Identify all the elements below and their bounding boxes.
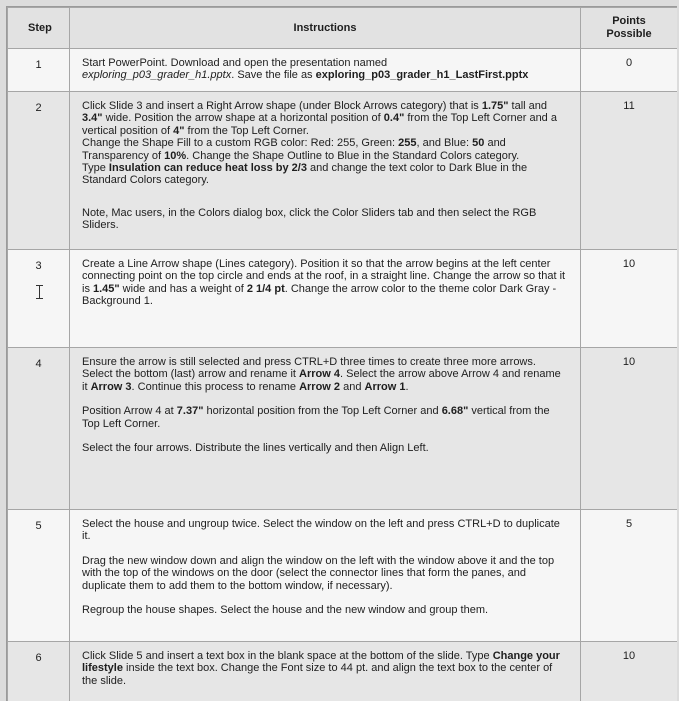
text-segment: Arrow 3 [91, 381, 132, 393]
points-value: 5 [581, 510, 678, 642]
text-segment: Regroup the house shapes. Select the house and the new window and group them. [82, 604, 488, 616]
text-segment: horizontal position from the Top Left Corner and [203, 405, 441, 417]
points-value: 10 [581, 642, 678, 701]
step-number: 1 [8, 49, 70, 92]
step-number: 5 [8, 510, 70, 642]
text-segment: Start PowerPoint. Download and open the presentation named [82, 57, 387, 69]
text-segment: 0.4" [384, 112, 405, 124]
step-number-text: 3 [35, 260, 41, 272]
step-number: 2 [8, 92, 70, 250]
text-segment: Click Slide 3 and insert a Right Arrow shape (under Block Arrows category) that is [82, 100, 482, 112]
text-segment: exploring_p03_grader_h1.pptx [82, 69, 231, 81]
text-segment: 2 1/4 pt [247, 283, 285, 295]
table-row [8, 510, 678, 642]
text-segment: Type [82, 162, 109, 174]
mac-note: Note, Mac users, in the Colors dialog box, click the Color Sliders tab and then select the RGB Sliders. [82, 207, 536, 231]
header-instructions: Instructions [70, 8, 581, 49]
text-segment: 1.45" [93, 283, 120, 295]
text-segment: wide. Position the arrow shape at a horizontal position of [103, 112, 384, 124]
text-segment: and [340, 381, 364, 393]
text-segment: . Change the Shape Outline to Blue in the Standard Colors category. [186, 150, 519, 162]
header-points-line2: Possible [606, 28, 651, 40]
step-number: 6 [8, 642, 70, 701]
text-segment: Change the Shape Fill to a custom RGB color: Red: 255, Green: [82, 137, 398, 149]
header-points-possible [581, 8, 678, 49]
text-segment: from the Top Left Corner. [184, 125, 309, 137]
text-segment: from the Top Left Corner and a vertical position of [82, 112, 557, 136]
text-segment: Position Arrow 4 at [82, 405, 177, 417]
points-value: 10 [581, 348, 678, 510]
text-segment: Arrow 2 [299, 381, 340, 393]
instruction-text [70, 510, 581, 642]
instructions-table [7, 7, 677, 701]
text-segment: 1.75" [482, 100, 509, 112]
text-segment: . [405, 381, 408, 393]
text-segment: Drag the new window down and align the window on the left with the window above it and the top with the top of the windows on the door (select the connector lines that form the panes, and duplicate them to add them to the bottom window, if necessary). [82, 555, 554, 592]
step-number [8, 250, 70, 348]
text-segment: 50 [472, 137, 484, 149]
text-segment: . Save the file as [231, 69, 315, 81]
text-segment: Click Slide 5 and insert a text box in the blank space at the bottom of the slide. Type [82, 650, 493, 662]
text-segment: . Change the arrow color to the theme color Dark Gray - Background 1. [82, 283, 556, 307]
text-segment: tall and [508, 100, 547, 112]
text-segment: exploring_p03_grader_h1_LastFirst.pptx [316, 69, 529, 81]
text-segment: inside the text box. Change the Font size to 44 pt. and align the text box to the center of the slide. [82, 662, 552, 686]
text-segment: Select the four arrows. Distribute the lines vertically and then Align Left. [82, 442, 429, 454]
table-row [8, 49, 678, 92]
text-segment: and Transparency of [82, 137, 506, 161]
points-value: 10 [581, 250, 678, 348]
text-segment: Arrow 4 [299, 368, 340, 380]
table-row [8, 642, 678, 701]
text-segment: and change the text color to Dark Blue in the Standard Colors category. [82, 162, 527, 186]
text-segment: 3.4" [82, 112, 103, 124]
header-points-line1: Points [612, 15, 646, 27]
points-value: 0 [581, 49, 678, 92]
text-cursor-icon [34, 284, 46, 300]
text-segment: 10% [164, 150, 186, 162]
text-segment: 6.68" [442, 405, 469, 417]
instruction-text [70, 642, 581, 701]
table-row [8, 348, 678, 510]
header-step: Step [8, 8, 70, 49]
text-segment: Create a Line Arrow shape (Lines category). Position it so that the arrow begins at the left center connecting point on the top circle and ends at the roof, in a straight line. Change the arrow so that it is [82, 258, 565, 295]
instruction-text [70, 348, 581, 510]
text-segment: Ensure the arrow is still selected and press CTRL+D three times to create three more arrows. Select the bottom (last) arrow and rename it [82, 356, 536, 380]
points-value: 11 [581, 92, 678, 250]
text-segment: . Continue this process to rename [132, 381, 300, 393]
table-row [8, 92, 678, 250]
text-segment: Select the house and ungroup twice. Select the window on the left and press CTRL+D to duplicate it. [82, 518, 560, 542]
text-segment: . Select the arrow above Arrow 4 and rename it [82, 368, 561, 392]
text-segment: Insulation can reduce heat loss by 2/3 [109, 162, 307, 174]
table-row [8, 250, 678, 348]
step-number: 4 [8, 348, 70, 510]
instruction-text [70, 49, 581, 92]
text-segment: 255 [398, 137, 416, 149]
text-segment: Change your lifestyle [82, 650, 560, 674]
text-segment: wide and has a weight of [120, 283, 247, 295]
table-header-row [8, 8, 678, 49]
instruction-text [70, 92, 581, 250]
text-segment: Arrow 1 [365, 381, 406, 393]
instructions-sheet [6, 6, 677, 701]
text-segment: vertical from the Top Left Corner. [82, 405, 550, 429]
instruction-text [70, 250, 581, 348]
text-segment: , and Blue: [416, 137, 472, 149]
text-segment: 4" [173, 125, 184, 137]
text-segment: 7.37" [177, 405, 204, 417]
